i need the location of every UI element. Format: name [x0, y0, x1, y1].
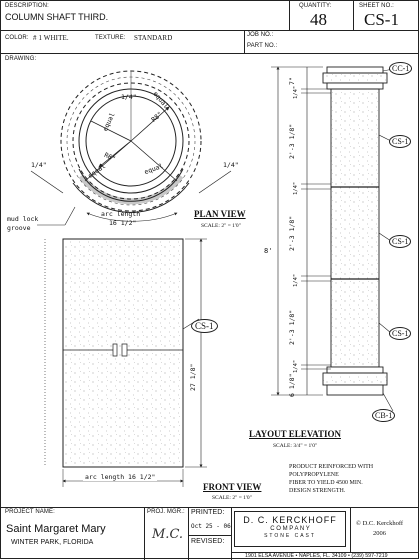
elevation-dim-gap-1: 1/4": [293, 85, 299, 99]
reinforcement-note: [289, 463, 373, 495]
elevation-dim-capital: 7": [288, 77, 296, 85]
color-value: # 1 WHITE.: [33, 34, 69, 42]
plan-arc-length-label: arc length: [101, 210, 141, 218]
project-name: Saint Margaret Mary: [6, 523, 106, 535]
elevation-dim-shaft-3: 2'-3 1/8": [288, 309, 296, 345]
company-tagline: STONE CAST: [264, 533, 316, 539]
description-label: DESCRIPTION:: [5, 3, 49, 9]
proj-mgr-label: PROJ. MGR.:: [147, 509, 185, 515]
plan-side-left: 1/4": [31, 161, 47, 169]
elevation-tag-cc1: CC-1: [389, 62, 412, 75]
front-view-height: 27 1/8": [189, 363, 197, 391]
description-value: COLUMN SHAFT THIRD.: [5, 12, 109, 22]
front-view-title: FRONT VIEW: [203, 482, 262, 492]
elevation-overall-dim: 8': [264, 247, 273, 255]
plan-view-title: PLAN VIEW: [194, 209, 246, 219]
elevation-tag-cb1: CB-1: [372, 409, 395, 422]
mud-lock-label-1: mud lock: [7, 215, 39, 223]
company-address: 1901 ELSA AVENUE • NAPLES, FL. 34109 • (239) 597-7219: [245, 553, 388, 559]
elevation-dim-base: 6 1/8": [288, 373, 296, 397]
front-view-tag: CS-1: [191, 319, 218, 333]
sheet-no-value: CS-1: [364, 10, 399, 29]
front-view-scale: SCALE: 2" = 1'0": [212, 495, 252, 501]
company-name: D. C. KERCKHOFF: [243, 515, 337, 525]
part-no-label: PART NO.:: [247, 43, 278, 49]
plan-arc-length-value: 16 1/2": [109, 219, 137, 227]
quantity-label: QUANTITY:: [299, 3, 332, 9]
note-line-2: POLYPROPYLENE: [289, 472, 339, 478]
front-view-drawing: [45, 239, 207, 487]
plan-equal-right-lower: equal: [143, 161, 165, 177]
copyright: © D.C. Kerckhoff: [356, 520, 404, 527]
proj-mgr-value: M.C.: [152, 527, 184, 542]
revised-label: REVISED:: [191, 538, 225, 545]
elevation-dim-shaft-2: 2'-3 1/8": [288, 215, 296, 251]
plan-equal-left-lower: equal: [86, 162, 108, 180]
plan-side-right: 1/4": [223, 161, 239, 169]
sheet-no-label: SHEET NO.:: [359, 3, 394, 9]
plan-radius-r8: R8": [149, 110, 164, 124]
mud-lock-label-2: groove: [7, 224, 31, 232]
elevation-title: LAYOUT ELEVATION: [249, 429, 341, 439]
project-location: WINTER PARK, FLORIDA: [11, 539, 94, 546]
color-label: COLOR:: [5, 35, 29, 41]
front-view-arc-length: arc length 16 1/2": [85, 473, 156, 481]
company-logo: [234, 511, 346, 547]
note-line-1: PRODUCT REINFORCED WITH: [289, 464, 374, 470]
company-sub: C O M P A N Y: [270, 526, 310, 532]
texture-label: TEXTURE:: [95, 35, 126, 41]
elevation-dim-shaft-1: 2'-3 1/8": [288, 123, 296, 159]
copyright-year: 2006: [373, 530, 386, 537]
printed-date: Oct 25 - 06: [191, 523, 231, 530]
elevation-tag-cs1-mid: CS-1: [389, 235, 411, 248]
note-line-3: FIBER TO YIELD 4500 MIN.: [289, 480, 363, 486]
plan-dim-top: 1/4": [121, 93, 137, 101]
quantity-value: 48: [310, 10, 327, 29]
elevation-dim-gap-3: 1/4": [293, 273, 299, 287]
texture-value: STANDARD: [134, 34, 173, 42]
plan-view-scale: SCALE: 2" = 1'0": [201, 223, 241, 229]
elevation-scale: SCALE: 3/4" = 1'0": [273, 443, 318, 449]
elevation-tag-cs1-bot: CS-1: [389, 327, 411, 340]
printed-label: PRINTED:: [191, 509, 225, 516]
project-name-label: PROJECT NAME:: [5, 509, 55, 515]
elevation-tag-cs1-top: CS-1: [389, 135, 411, 148]
job-no-label: JOB NO.:: [247, 32, 274, 38]
elevation-dim-gap-2: 1/4": [293, 181, 299, 195]
elevation-dim-gap-4: 1/4": [293, 359, 299, 373]
drawing-label: DRAWING:: [5, 56, 37, 62]
note-line-4: DESIGN STRENGTH.: [289, 488, 346, 494]
drawing-canvas: [1, 1, 419, 506]
plan-radius-r6: R6": [102, 150, 117, 164]
plan-equal-right-upper: equal: [151, 89, 171, 111]
plan-equal-left-upper: equal: [101, 111, 117, 133]
